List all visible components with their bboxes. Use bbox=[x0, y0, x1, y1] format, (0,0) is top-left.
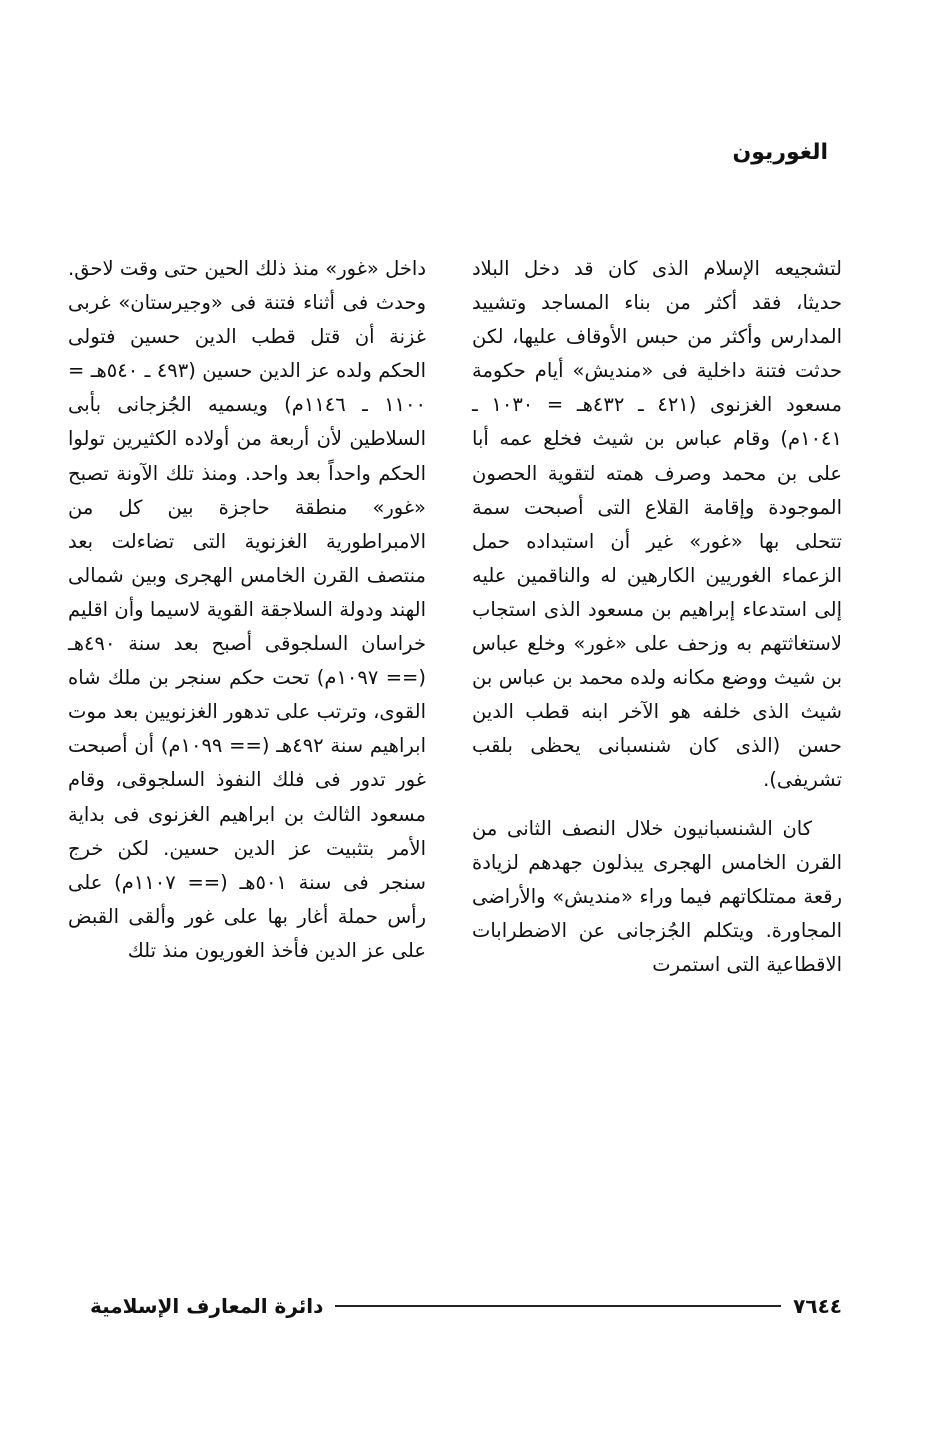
footer-rule bbox=[335, 1305, 781, 1307]
text-column-right bbox=[472, 252, 842, 982]
paragraph: كان الشنسبانيون خلال النصف الثانى من القرن الخامس الهجرى يبذلون جهدهم لزيادة رقعة ممتلكاتهم فيما وراء «منديش» والأراضى المجاورة. ويتكلم الجُزجانى عن الاضطرابات الاقطاعية التى استمرت bbox=[472, 816, 842, 976]
page-number: ٧٦٤٤ bbox=[793, 1294, 842, 1318]
text-column-left bbox=[68, 252, 426, 968]
paragraph: داخل «غور» منذ ذلك الحين حتى وقت لاحق. وحدث فى أثناء فتنة فى «وجيرستان» غربى غزنة أن قتل قطب الدين حسين فتولى الحكم ولده عز الدين حسين (٤٩٣ ـ ٥٤٠هـ = ١١٠٠ ـ ١١٤٦م) ويسميه الجُزجانى بأبى السلاطين لأن أربعة من أولاده الكثيرين تولوا الحكم واحداً بعد واحد. ومنذ تلك الآونة تصبح «غور» منطقة حاجزة بين كل من الامبراطورية الغزنوية التى تضاءلت بعد منتصف القرن الخامس الهجرى وبين شمالى الهند ودولة السلاجقة القوية لاسيما وأن اقليم خراسان السلجوقى أصبح بعد سنة ٤٩٠هـ (== ١٠٩٧م) تحت حكم سنجر بن ملك شاه القوى، وترتب على تدهور الغزنويين بعد موت ابراهيم سنة ٤٩٢هـ (== ١٠٩٩م) أن أصبحت غور تدور فى فلك النفوذ السلجوقى، وقام مسعود الثالث بن ابراهيم الغزنوى فى بداية الأمر بتثبيت عز الدين حسين. لكن خرج سنجر فى سنة ٥٠١هـ (== ١١٠٧م) على رأس حملة أغار بها على غور وألقى القبض على عز الدين فأخذ الغوريون منذ تلك bbox=[68, 257, 426, 962]
running-header-title: الغوريون bbox=[732, 140, 828, 165]
page-footer bbox=[90, 1286, 842, 1326]
publication-name: دائرة المعارف الإسلامية bbox=[90, 1294, 324, 1318]
paragraph: لتشجيعه الإسلام الذى كان قد دخل البلاد حديثا، فقد أكثر من بناء المساجد وتشييد المدارس وأكثر من حبس الأوقاف عليها، لكن حدثت فتنة داخلية فى «منديش» أيام حكومة مسعود الغزنوى (٤٢١ ـ ٤٣٢هـ = ١٠٣٠ ـ ١٠٤١م) وقام عباس بن شيث فخلع عمه أبا على بن محمد وصرف همته لتقوية الحصون الموجودة وإقامة القلاع التى أصبحت سمة تتحلى بها «غور» غير أن استبداده حمل الزعماء الغوريين الكارهين له والناقمين عليه إلى استدعاء إبراهيم بن مسعود الذى استجاب لاستغاثتهم به وزحف على «غور» وخلع عباس بن شيث ووضع مكانه ولده محمد بن عباس بن شيث الذى خلفه هو الآخر ابنه قطب الدين حسن (الذى كان شنسبانى يحظى بلقب تشريفى). bbox=[472, 257, 842, 792]
